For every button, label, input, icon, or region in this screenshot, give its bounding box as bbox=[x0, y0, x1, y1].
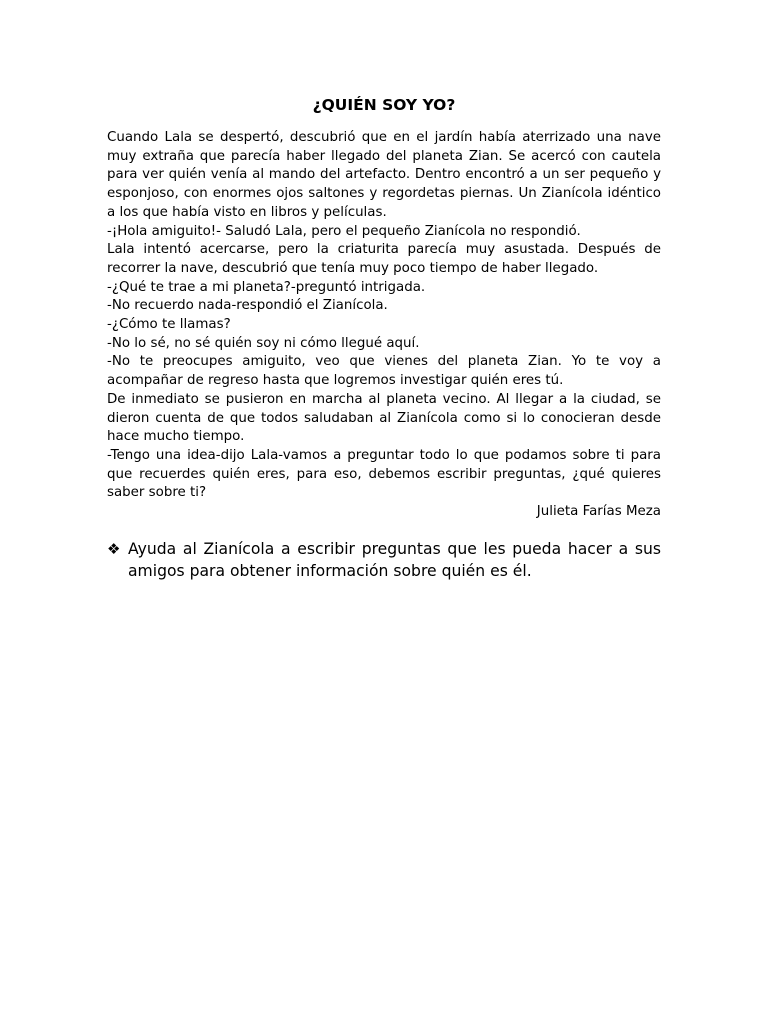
story-paragraph: Lala intentó acercarse, pero la criaturita parecía muy asustada. Después de recorrer la nave, descubrió que tenía muy poco tiempo de haber llegado. bbox=[107, 242, 661, 276]
story-author: Julieta Farías Meza bbox=[536, 504, 661, 520]
story-paragraph: -¡Hola amiguito!- Saludó Lala, pero el pequeño Zianícola no respondió. bbox=[107, 223, 581, 239]
story-paragraph: -No lo sé, no sé quién soy ni cómo llegué aquí. bbox=[107, 335, 420, 351]
diamond-bullet-icon: ❖ bbox=[107, 539, 121, 558]
story-text bbox=[107, 129, 661, 503]
story-paragraph: -¿Cómo te llamas? bbox=[107, 317, 231, 333]
document-page bbox=[107, 95, 661, 582]
document-title: ¿QUIÉN SOY YO? bbox=[312, 96, 456, 114]
story-paragraph: De inmediato se pusieron en marcha al planeta vecino. Al llegar a la ciudad, se dieron cuenta de que todos saludaban al Zianícola como si lo conocieran desde hace mucho tiempo. bbox=[107, 391, 661, 445]
story-paragraph: Cuando Lala se despertó, descubrió que en el jardín había aterrizado una nave muy extraña que parecía haber llegado del planeta Zian. Se acercó con cautela para ver quién venía al mando del artefacto. Dentro encontró a un ser pequeño y esponjoso, con enormes ojos saltones y regordetas piernas. Un Zianícola idéntico a los que había visto en libros y películas. bbox=[107, 130, 661, 220]
activity-text: Ayuda al Zianícola a escribir preguntas que les pueda hacer a sus amigos para obtener información sobre quién es él. bbox=[128, 539, 661, 580]
story-paragraph: -Tengo una idea-dijo Lala-vamos a preguntar todo lo que podamos sobre ti para que recuerdes quién eres, para eso, debemos escribir preguntas, ¿qué quieres saber sobre ti? bbox=[107, 447, 661, 501]
activity-instruction bbox=[107, 538, 661, 582]
story-paragraph: -No recuerdo nada-respondió el Zianícola. bbox=[107, 298, 388, 314]
story-paragraph: -¿Qué te trae a mi planeta?-preguntó intrigada. bbox=[107, 279, 426, 295]
story-paragraph: -No te preocupes amiguito, veo que vienes del planeta Zian. Yo te voy a acompañar de regreso hasta que logremos investigar quién eres tú. bbox=[107, 354, 661, 389]
